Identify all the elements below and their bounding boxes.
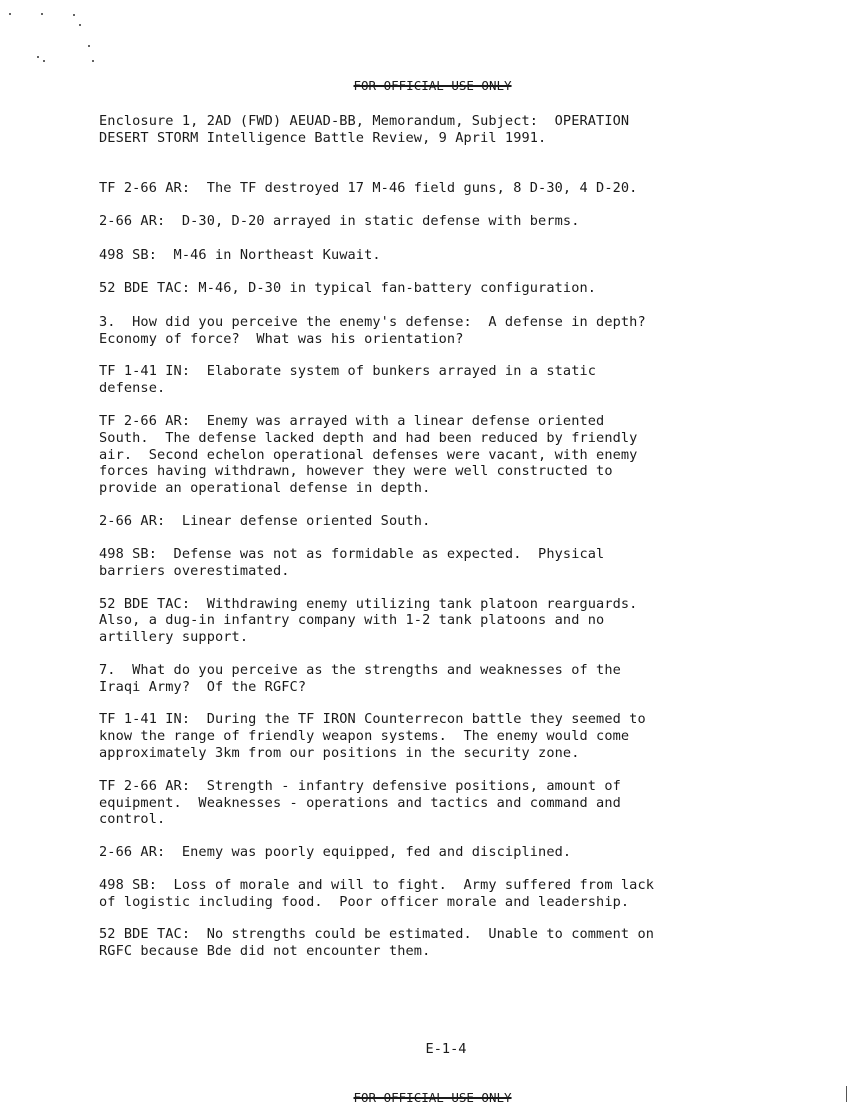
- text-line: DESERT STORM Intelligence Battle Review, 9 April 1991.: [99, 130, 547, 146]
- text-line: 7. What do you perceive as the strengths and weaknesses of the: [99, 662, 621, 678]
- text-line: 498 SB: Defense was not as formidable as expected. Physical: [99, 546, 605, 562]
- scan-edge-mark: [846, 1086, 847, 1102]
- scan-speck: [9, 13, 11, 15]
- text-line: provide an operational defense in depth.: [99, 480, 431, 496]
- text-line: forces having withdrawn, however they were well constructed to: [99, 463, 613, 479]
- text-line: control.: [99, 811, 166, 827]
- scan-speck: [37, 56, 39, 58]
- scan-speck: [79, 24, 81, 26]
- page-number: E-1-4: [425, 1041, 467, 1057]
- text-line: 52 BDE TAC: No strengths could be estimated. Unable to comment on: [99, 926, 655, 942]
- text-line: know the range of friendly weapon systems. The enemy would come: [99, 728, 630, 744]
- text-line: 2-66 AR: D-30, D-20 arrayed in static defense with berms.: [99, 213, 580, 229]
- text-line: 2-66 AR: Linear defense oriented South.: [99, 513, 431, 529]
- text-line: approximately 3km from our positions in the security zone.: [99, 745, 580, 761]
- scan-speck: [88, 45, 90, 47]
- text-line: 498 SB: M-46 in Northeast Kuwait.: [99, 247, 381, 263]
- text-line: of logistic including food. Poor officer morale and leadership.: [99, 894, 630, 910]
- text-line: Iraqi Army? Of the RGFC?: [99, 679, 307, 695]
- classification-marking-top: [0, 63, 850, 93]
- text-line: Economy of force? What was his orientation?: [99, 331, 464, 347]
- text-line: 2-66 AR: Enemy was poorly equipped, fed and disciplined.: [99, 844, 572, 860]
- text-line: 52 BDE TAC: M-46, D-30 in typical fan-battery configuration.: [99, 280, 597, 296]
- text-line: 3. How did you perceive the enemy's defense: A defense in depth?: [99, 314, 646, 330]
- text-line: defense.: [99, 380, 166, 396]
- scan-speck: [73, 14, 75, 16]
- text-line: RGFC because Bde did not encounter them.: [99, 943, 431, 959]
- scan-speck: [92, 60, 94, 62]
- classification-marking-bottom: [0, 1075, 850, 1105]
- marking-bottom-text: FOR OFFICIAL USE ONLY: [353, 1090, 512, 1105]
- text-line: air. Second echelon operational defenses were vacant, with enemy: [99, 447, 638, 463]
- text-line: Enclosure 1, 2AD (FWD) AEUAD-BB, Memorandum, Subject: OPERATION: [99, 113, 630, 129]
- text-line: South. The defense lacked depth and had been reduced by friendly: [99, 430, 638, 446]
- text-line: Also, a dug-in infantry company with 1-2 tank platoons and no: [99, 612, 605, 628]
- text-line: TF 2-66 AR: Strength - infantry defensive positions, amount of: [99, 778, 621, 794]
- text-line: TF 2-66 AR: The TF destroyed 17 M-46 field guns, 8 D-30, 4 D-20.: [99, 180, 638, 196]
- marking-top-text: FOR OFFICIAL USE ONLY: [353, 78, 512, 93]
- text-line: 52 BDE TAC: Withdrawing enemy utilizing tank platoon rearguards.: [99, 596, 638, 612]
- text-line: TF 2-66 AR: Enemy was arrayed with a linear defense oriented: [99, 413, 605, 429]
- text-line: barriers overestimated.: [99, 563, 290, 579]
- text-line: TF 1-41 IN: Elaborate system of bunkers arrayed in a static: [99, 363, 597, 379]
- text-line: artillery support.: [99, 629, 249, 645]
- scan-speck: [43, 60, 45, 62]
- text-line: TF 1-41 IN: During the TF IRON Counterrecon battle they seemed to: [99, 711, 646, 727]
- scan-speck: [41, 13, 43, 15]
- text-line: equipment. Weaknesses - operations and tactics and command and: [99, 795, 621, 811]
- text-line: 498 SB: Loss of morale and will to fight. Army suffered from lack: [99, 877, 655, 893]
